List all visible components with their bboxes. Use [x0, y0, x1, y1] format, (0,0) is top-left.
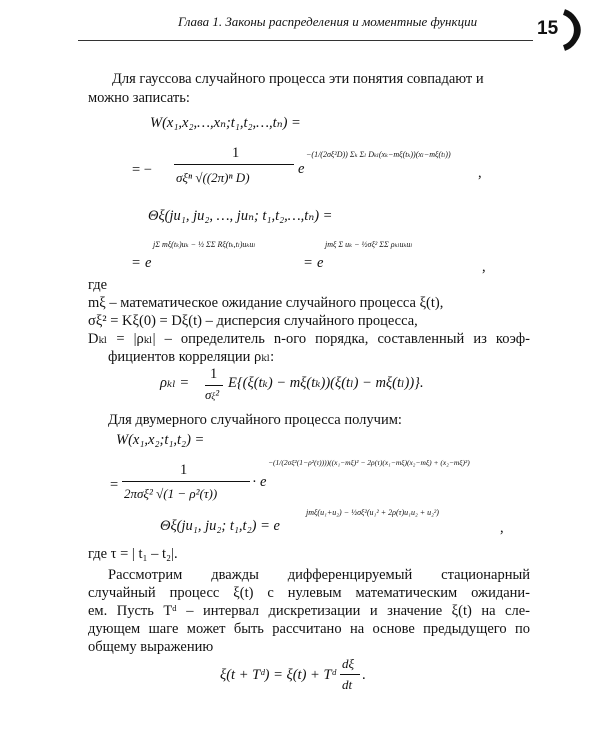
formula-theta-exp2: jmξ Σ uₖ − ½σξ² ΣΣ ρₖₗuₖuₗ: [325, 240, 413, 249]
para-line-4: дующем шаге может быть рассчитано на основе предыдущего по: [88, 621, 530, 637]
formula-w2-frac-line: [122, 481, 250, 482]
running-title: Глава 1. Законы распределения и моментные функции: [178, 14, 478, 29]
formula-w2-dot: ·: [252, 474, 257, 490]
formula-theta-comma: ,: [482, 259, 486, 275]
def-determinant-1: Dₖₗ = |ρₖₗ| – определитель n-ого порядка, составленный из коэф-: [88, 331, 530, 347]
tau-definition: где τ = | t₁ – t₂|.: [88, 546, 178, 562]
para-line-2: случайный процесс ξ(t) с нулевым математическим ожидани-: [88, 585, 530, 601]
def-variance: σξ² = Kξ(0) = Dξ(t) – дисперсия случайного процесса,: [88, 313, 418, 329]
formula-w2-exponent: −(1/(2σξ²(1−ρ²(τ))))((x₁−mξ)² − 2ρ(τ)(x₁−mξ)(x₂−mξ) + (x₂−mξ)²): [268, 458, 470, 467]
intro-line-1: Для гауссова случайного процесса эти понятия совпадают и: [112, 71, 484, 87]
formula-last-frac-line: [340, 674, 360, 675]
formula-last-num: dξ: [342, 656, 355, 671]
page-number-badge: [530, 8, 590, 52]
formula-rho-rhs: E{(ξ(tₖ) − mξ(tₖ))(ξ(tₗ) − mξ(tₗ))}.: [228, 375, 424, 391]
formula-w2-num: 1: [180, 462, 188, 478]
formula-w-lhs: W(x₁,x₂,…,xₙ;t₁,t₂,…,tₙ) =: [150, 115, 301, 131]
formula-w2-den: 2πσξ² √(1 − ρ²(τ)): [124, 486, 218, 501]
formula-theta2-exponent: jmξ(u₁+u₂) − ½σξ²(u₁² + 2ρ(τ)u₁u₂ + u₂²): [306, 508, 439, 517]
formula-theta-exp1: jΣ mξ(tₖ)uₖ − ½ ΣΣ Rξ(tₖ,tₗ)uₖuₗ: [153, 240, 256, 249]
formula-rho-num: 1: [210, 366, 218, 382]
formula-w2-e: e: [260, 474, 267, 490]
formula-w-eq: = −: [132, 162, 152, 178]
formula-rho-lhs: ρₖₗ =: [160, 375, 190, 391]
formula-w-den: σξⁿ √((2π)ⁿ D): [176, 170, 250, 185]
formula-theta-e1: e: [145, 255, 152, 271]
formula-w-frac-line: [174, 164, 294, 165]
para-line-1: Рассмотрим дважды дифференцируемый стационарный: [108, 567, 530, 583]
formula-last-den: dt: [342, 677, 353, 692]
def-mean: mξ – математическое ожидание случайного процесса ξ(t),: [88, 295, 444, 311]
formula-rho-frac-line: [205, 385, 223, 386]
formula-theta-lhs: Θξ(ju₁, ju₂, …, juₙ; t₁,t₂,…,tₙ) =: [148, 208, 333, 224]
formula-w2-eq: =: [110, 477, 119, 493]
para-line-3: ем. Пусть Tᵈ – интервал дискретизации и значение ξ(t) на сле-: [88, 603, 530, 619]
header-rule: [78, 40, 533, 41]
formula-rho-den: σξ²: [205, 387, 220, 402]
formula-w-comma: ,: [478, 165, 482, 181]
intro-line-2: можно записать:: [88, 90, 190, 106]
formula-last-period: .: [362, 667, 366, 683]
formula-last-lhs: ξ(t + Tᵈ) = ξ(t) + Tᵈ: [220, 667, 337, 683]
def-determinant-2: фициентов корреляции ρₖₗ:: [108, 349, 275, 365]
formula-theta-eq: =: [132, 255, 141, 271]
formula-theta-eq2: =: [304, 255, 313, 271]
formula-theta-e2: e: [317, 255, 324, 271]
formula-theta2-comma: ,: [500, 520, 504, 536]
formula-theta2-lhs: Θξ(ju₁, ju₂; t₁,t₂) = e: [160, 518, 280, 534]
page-number: 15: [537, 18, 559, 39]
formula-w2-lhs: W(x₁,x₂;t₁,t₂) =: [116, 432, 205, 448]
bivariate-intro: Для двумерного случайного процесса получим:: [108, 412, 402, 428]
para-line-5: общему выражению: [88, 639, 214, 655]
formula-w-e: e: [298, 161, 305, 177]
where-label: где: [88, 277, 108, 293]
formula-w-num: 1: [232, 145, 240, 161]
formula-w-exponent: −(1/(2σξ²D)) Σₖ Σₗ Dₖₗ(xₖ−mξ(tₖ))(xₗ−mξ(tₗ)): [306, 150, 451, 159]
